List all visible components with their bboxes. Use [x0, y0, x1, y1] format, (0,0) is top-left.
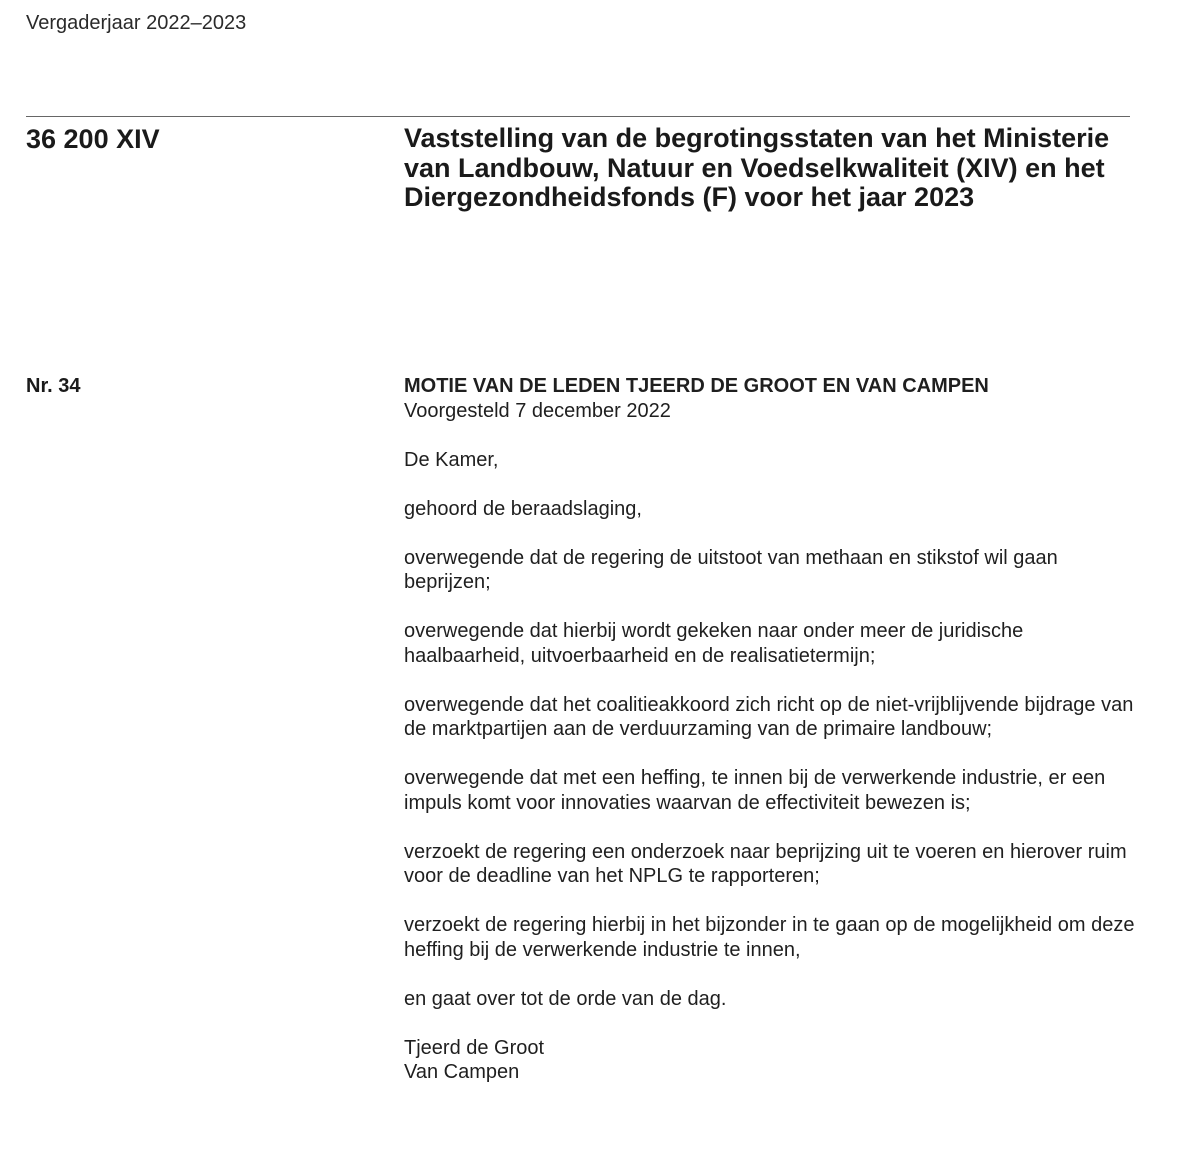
dossier-title: Vaststelling van de begrotingsstaten van het Ministerie van Landbouw, Natuur en Voedselkwaliteit (XIV) en het Diergezondheidsfonds (F) voor het jaar 2023: [404, 123, 1110, 212]
motion-paragraph: overwegende dat hierbij wordt gekeken naar onder meer de juridische haalbaarheid, uitvoerbaarheid en de realisatietermijn;: [404, 620, 1024, 667]
motion-paragraph: overwegende dat met een heffing, te innen bij de verwerkende industrie, er een impuls komt voor innovaties waarvan de effectiviteit bewezen is;: [404, 767, 1106, 814]
dossier-number: 36 200 XIV: [26, 124, 160, 154]
proposed-date: Voorgesteld 7 december 2022: [404, 399, 671, 422]
motion-paragraph: gehoord de beraadslaging,: [404, 497, 642, 520]
motion-paragraph: verzoekt de regering hierbij in het bijzonder in te gaan op de mogelijkheid om deze heffing bij de verwerkende industrie te innen,: [404, 914, 1135, 961]
signer-name: Van Campen: [404, 1061, 520, 1083]
motion-heading: MOTIE VAN DE LEDEN TJEERD DE GROOT EN VAN CAMPEN: [404, 375, 989, 397]
signers: [404, 1036, 1144, 1085]
motion-paragraph: De Kamer,: [404, 448, 499, 471]
motion-body: [404, 374, 1144, 1085]
signer-name: Tjeerd de Groot: [404, 1036, 545, 1059]
motion-paragraph: overwegende dat de regering de uitstoot van methaan en stikstof wil gaan beprijzen;: [404, 546, 1058, 593]
session-year: Vergaderjaar 2022–2023: [26, 12, 247, 34]
motion-paragraph: verzoekt de regering een onderzoek naar beprijzing uit te voeren en hierover ruim voor de deadline van het NPLG te rapporteren;: [404, 840, 1127, 887]
header-divider: [26, 116, 1130, 117]
motion-paragraph: en gaat over tot de orde van de dag.: [404, 987, 727, 1010]
motion-paragraph: overwegende dat het coalitieakkoord zich richt op de niet-vrijblijvende bijdrage van de marktpartijen aan de verduurzaming van de primaire landbouw;: [404, 693, 1134, 740]
document-number: Nr. 34: [26, 375, 81, 397]
